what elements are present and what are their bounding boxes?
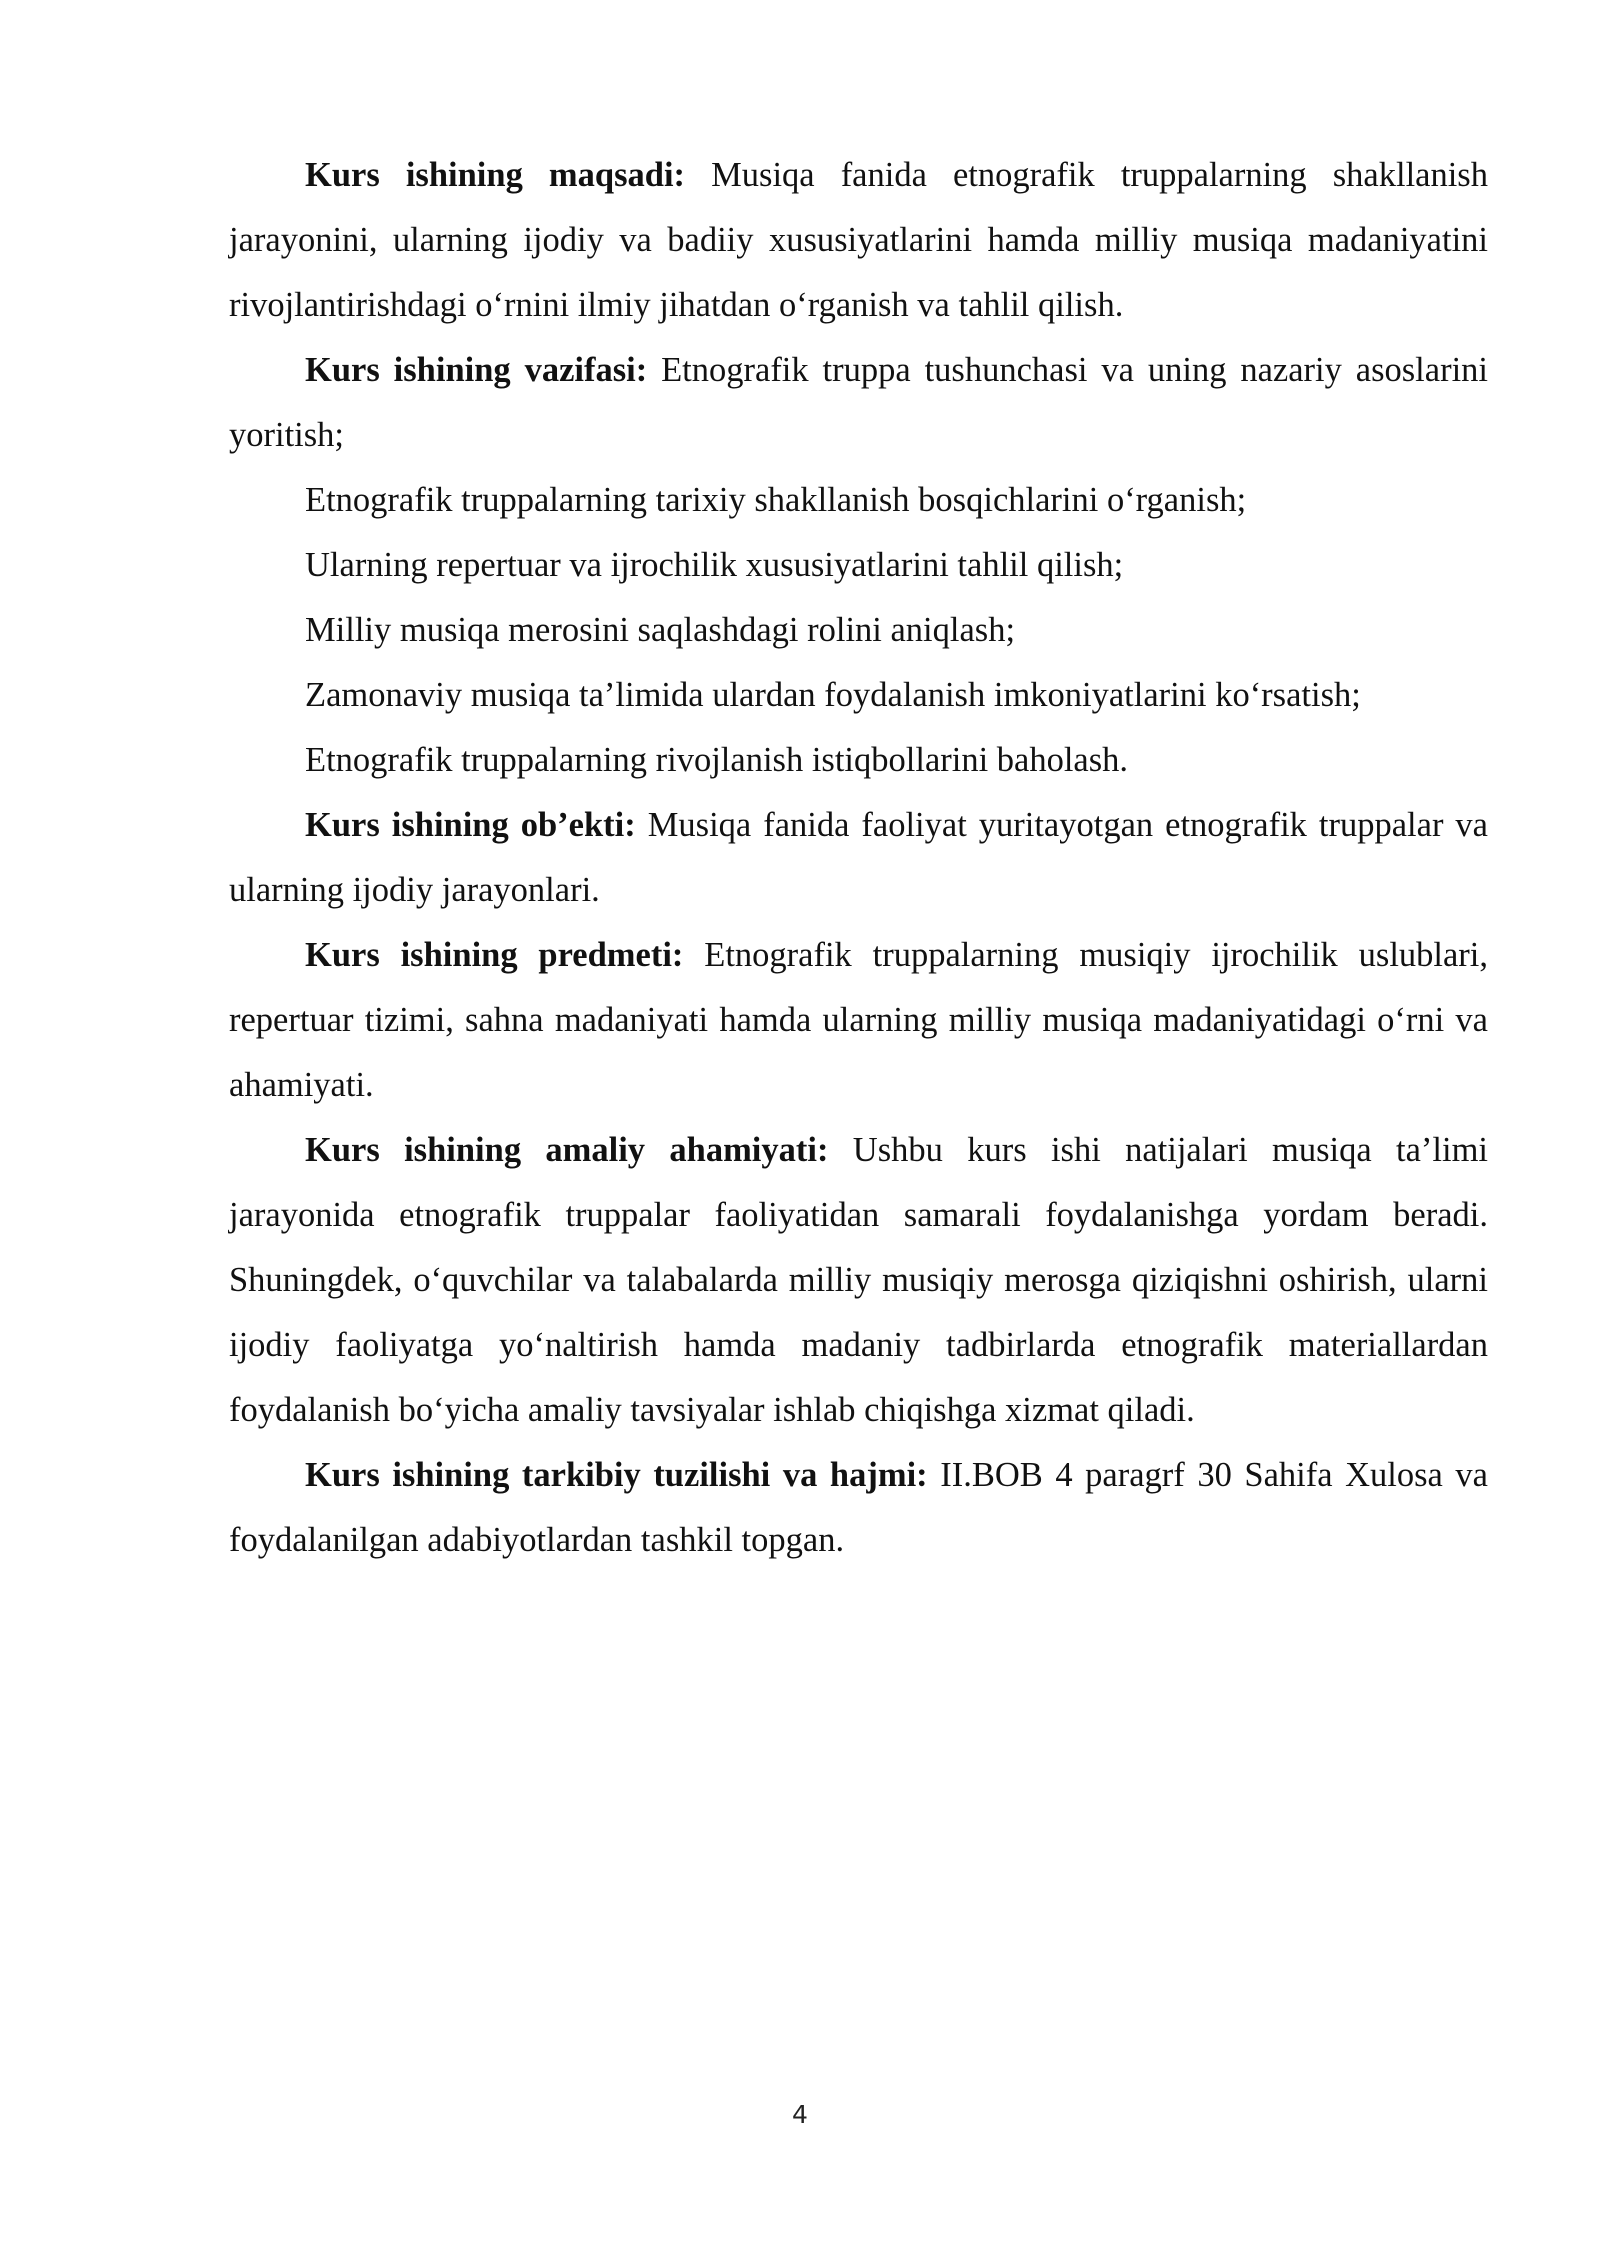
paragraph-text: Musiqa fanida etnografik truppalarning shakllanish jarayonini, ularning ijodiy va badiiy xususiyatlarini hamda milliy musiqa madaniyatini rivojlantirishdagi o‘rnini ilmiy jihatdan o‘rganish va tahlil qilish. [229,156,1488,324]
paragraph-label: Kurs ishining vazifasi: [305,351,648,389]
paragraph-vazifa-item [229,533,1488,598]
paragraph-text: Etnografik truppa tushunchasi va uning nazariy asoslarini yoritish; [229,351,1488,454]
paragraph-label: Kurs ishining ob’ekti: [305,806,636,844]
paragraph-text: Etnografik truppalarning musiqiy ijrochilik uslublari, repertuar tizimi, sahna madaniyati hamda ularning milliy musiqa madaniyatidagi o‘rni va ahamiyati. [229,936,1488,1104]
paragraph-vazifasi [229,338,1488,468]
paragraph-vazifa-item [229,598,1488,663]
paragraph-vazifa-item [229,728,1488,793]
page-body [229,143,1488,1573]
paragraph-predmeti [229,923,1488,1118]
paragraph-tuzilishi [229,1443,1488,1573]
paragraph-text: Etnografik truppalarning tarixiy shakllanish bosqichlarini o‘rganish; [305,481,1247,519]
paragraph-text: Etnografik truppalarning rivojlanish istiqbollarini baholash. [305,741,1129,779]
paragraph-vazifa-item [229,663,1488,728]
paragraph-amaliy-ahamiyati [229,1118,1488,1443]
paragraph-label: Kurs ishining maqsadi: [305,156,686,194]
paragraph-text: Ushbu kurs ishi natijalari musiqa ta’limi jarayonida etnografik truppalar faoliyatidan samarali foydalanishga yordam beradi. Shuningdek, o‘quvchilar va talabalarda milliy musiqiy merosga qiziqishni oshirish, ularni ijodiy faoliyatga yo‘naltirish hamda madaniy tadbirlarda etnografik materiallardan foydalanish bo‘yicha amaliy tavsiyalar ishlab chiqishga xizmat qiladi. [229,1131,1488,1429]
paragraph-label: Kurs ishining predmeti: [305,936,684,974]
paragraph-maqsadi [229,143,1488,338]
paragraph-text: II.BOB 4 paragrf 30 Sahifa Xulosa va foydalanilgan adabiyotlardan tashkil topgan. [229,1456,1488,1559]
paragraph-label: Kurs ishining amaliy ahamiyati: [305,1131,829,1169]
paragraph-text: Musiqa fanida faoliyat yuritayotgan etnografik truppalar va ularning ijodiy jarayonlari. [229,806,1488,909]
paragraph-text: Milliy musiqa merosini saqlashdagi rolini aniqlash; [305,611,1016,649]
page-number: 4 [792,2100,808,2129]
paragraph-text: Zamonaviy musiqa ta’limida ulardan foydalanish imkoniyatlarini ko‘rsatish; [305,676,1361,714]
paragraph-label: Kurs ishining tarkibiy tuzilishi va hajmi: [305,1456,928,1494]
paragraph-obekti [229,793,1488,923]
paragraph-vazifa-item [229,468,1488,533]
paragraph-text: Ularning repertuar va ijrochilik xususiyatlarini tahlil qilish; [305,546,1124,584]
